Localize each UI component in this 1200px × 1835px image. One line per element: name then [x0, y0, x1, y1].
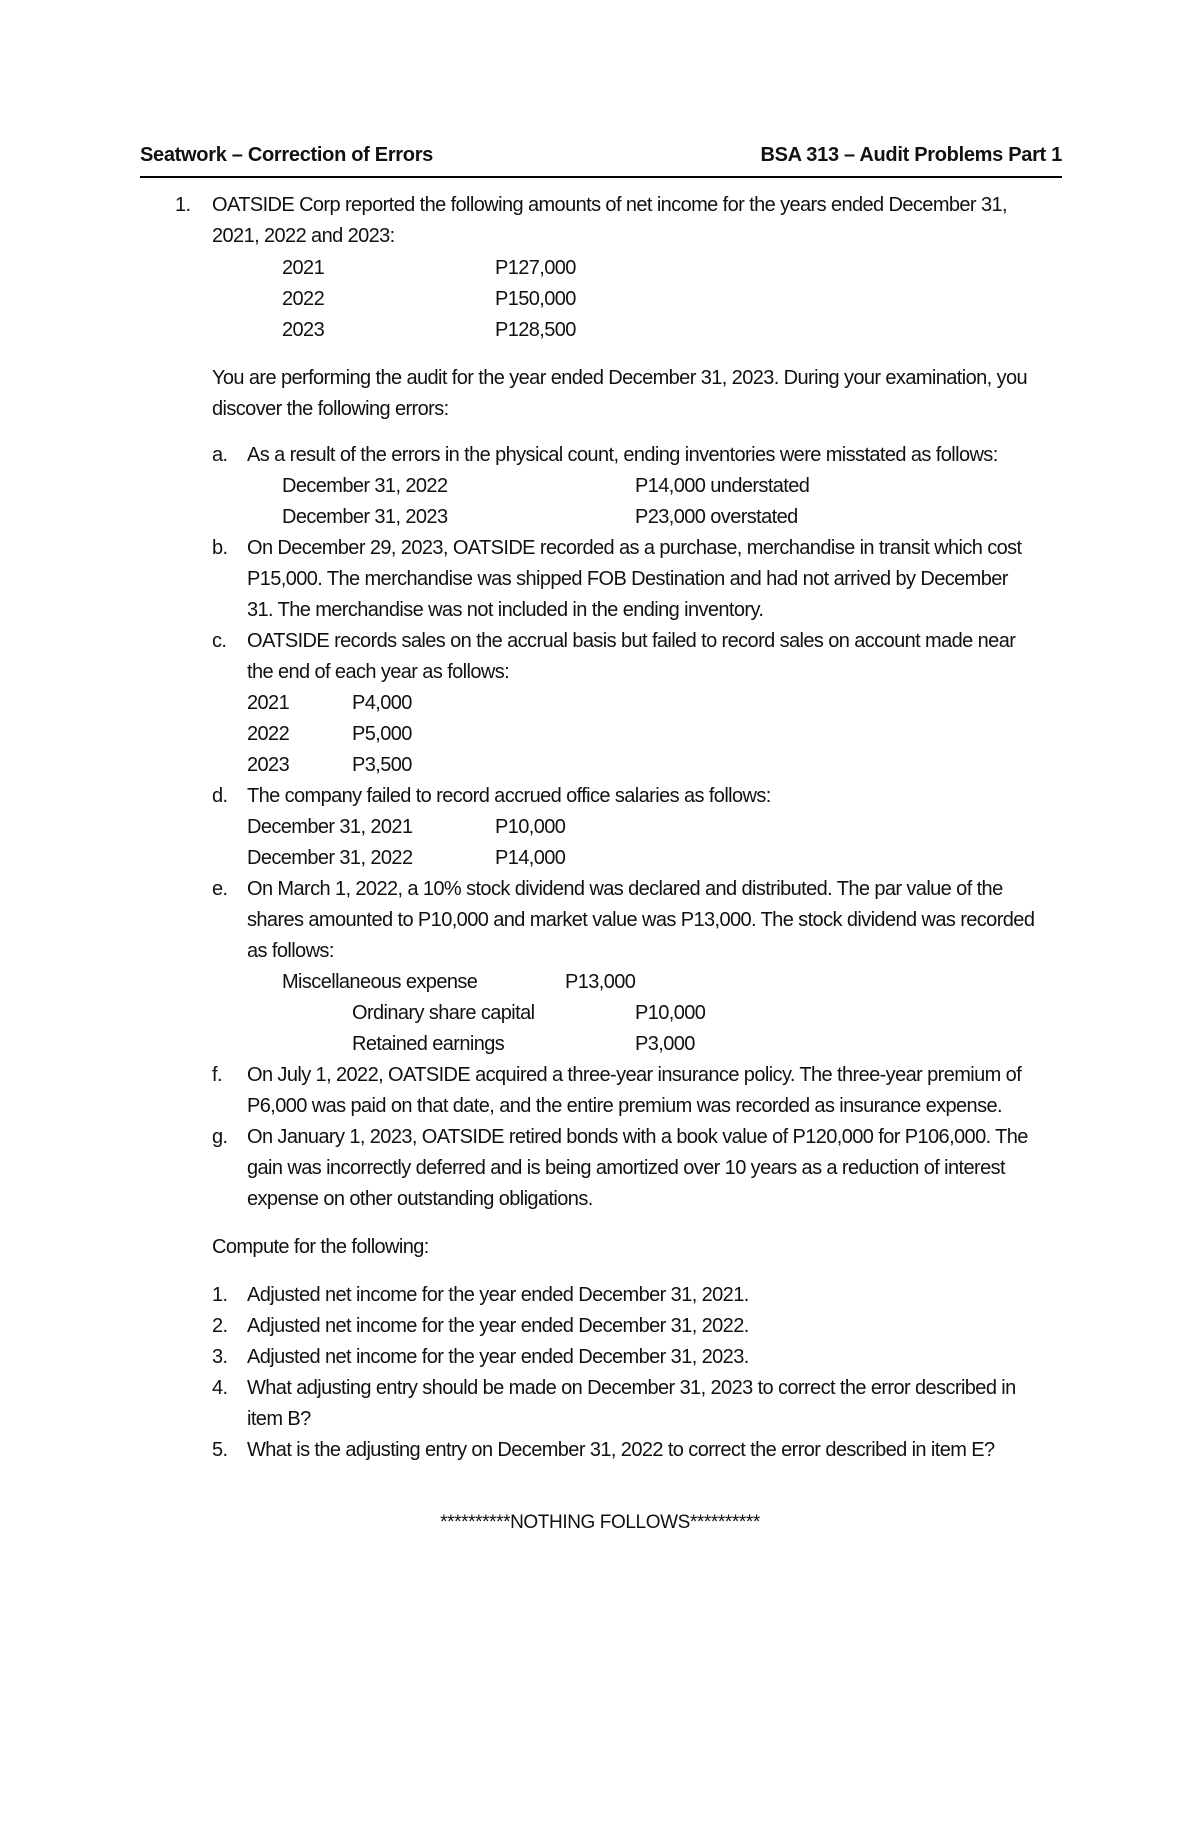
- net-income-amount: P150,000: [495, 288, 576, 310]
- problem-number: 1.: [175, 194, 191, 216]
- error-d-text: The company failed to record accrued office salaries as follows:: [247, 785, 771, 807]
- error-c-line: OATSIDE records sales on the accrual basis but failed to record sales on account made near: [247, 630, 1016, 652]
- question-text-continued: item B?: [247, 1408, 311, 1430]
- salary-date: December 31, 2021: [247, 816, 413, 838]
- entry-credit-account: Retained earnings: [352, 1033, 505, 1055]
- sales-year: 2022: [247, 723, 290, 745]
- header-title: Seatwork – Correction of Errors: [140, 144, 434, 166]
- error-c-line: the end of each year as follows:: [247, 661, 510, 683]
- net-income-amount: P127,000: [495, 257, 576, 279]
- question-text: What adjusting entry should be made on December 31, 2023 to correct the error described in: [247, 1377, 1016, 1399]
- inventory-misstatement: P23,000 overstated: [635, 506, 798, 528]
- question-number: 1.: [212, 1284, 228, 1306]
- net-income-amount: P128,500: [495, 319, 576, 341]
- salary-amount: P14,000: [495, 847, 566, 869]
- entry-credit-account: Ordinary share capital: [352, 1002, 535, 1024]
- error-e-line: On March 1, 2022, a 10% stock dividend was declared and distributed. The par value of the: [247, 878, 1003, 900]
- error-b-line: On December 29, 2023, OATSIDE recorded as a purchase, merchandise in transit which cost: [247, 537, 1022, 559]
- inventory-misstatement: P14,000 understated: [635, 475, 810, 497]
- question-text: Adjusted net income for the year ended December 31, 2023.: [247, 1346, 749, 1368]
- question-text: Adjusted net income for the year ended December 31, 2021.: [247, 1284, 749, 1306]
- net-income-year: 2023: [282, 319, 325, 341]
- error-letter: d.: [212, 785, 228, 807]
- inventory-date: December 31, 2022: [282, 475, 448, 497]
- error-letter: e.: [212, 878, 228, 900]
- inventory-date: December 31, 2023: [282, 506, 448, 528]
- error-e-line: as follows:: [247, 940, 334, 962]
- question-text: What is the adjusting entry on December 31, 2022 to correct the error described in item E?: [247, 1439, 995, 1461]
- salary-date: December 31, 2022: [247, 847, 413, 869]
- intro-line-1: OATSIDE Corp reported the following amounts of net income for the years ended December 31,: [212, 194, 1007, 216]
- entry-debit-account: Miscellaneous expense: [282, 971, 478, 993]
- question-number: 2.: [212, 1315, 228, 1337]
- net-income-year: 2021: [282, 257, 325, 279]
- sales-year: 2021: [247, 692, 290, 714]
- error-b-line: P15,000. The merchandise was shipped FOB Destination and had not arrived by December: [247, 568, 1008, 590]
- error-letter: g.: [212, 1126, 228, 1148]
- sales-year: 2023: [247, 754, 290, 776]
- error-a-text: As a result of the errors in the physical count, ending inventories were misstated as follows:: [247, 444, 998, 466]
- error-g-line: expense on other outstanding obligations.: [247, 1188, 593, 1210]
- error-b-line: 31. The merchandise was not included in the ending inventory.: [247, 599, 764, 621]
- audit-line-1: You are performing the audit for the year ended December 31, 2023. During your examination, you: [212, 367, 1028, 389]
- error-f-line: On July 1, 2022, OATSIDE acquired a three-year insurance policy. The three-year premium of: [247, 1064, 1022, 1086]
- error-letter: f.: [212, 1064, 222, 1086]
- entry-debit-amount: P13,000: [565, 971, 636, 993]
- error-letter: b.: [212, 537, 228, 559]
- sales-amount: P3,500: [352, 754, 412, 776]
- question-text: Adjusted net income for the year ended December 31, 2022.: [247, 1315, 749, 1337]
- question-number: 5.: [212, 1439, 228, 1461]
- error-g-line: gain was incorrectly deferred and is being amortized over 10 years as a reduction of interest: [247, 1157, 1005, 1179]
- nothing-follows: **********NOTHING FOLLOWS**********: [440, 1512, 760, 1533]
- sales-amount: P5,000: [352, 723, 412, 745]
- net-income-year: 2022: [282, 288, 325, 310]
- error-letter: a.: [212, 444, 228, 466]
- question-number: 3.: [212, 1346, 228, 1368]
- sales-amount: P4,000: [352, 692, 412, 714]
- page-header: [140, 140, 1062, 178]
- error-e-line: shares amounted to P10,000 and market value was P13,000. The stock dividend was recorded: [247, 909, 1035, 931]
- entry-credit-amount: P10,000: [635, 1002, 706, 1024]
- header-course: BSA 313 – Audit Problems Part 1: [760, 144, 1062, 166]
- question-number: 4.: [212, 1377, 228, 1399]
- compute-heading: Compute for the following:: [212, 1236, 429, 1258]
- audit-line-2: discover the following errors:: [212, 398, 449, 420]
- error-g-line: On January 1, 2023, OATSIDE retired bonds with a book value of P120,000 for P106,000. The: [247, 1126, 1028, 1148]
- entry-credit-amount: P3,000: [635, 1033, 695, 1055]
- salary-amount: P10,000: [495, 816, 566, 838]
- error-f-line: P6,000 was paid on that date, and the entire premium was recorded as insurance expense.: [247, 1095, 1002, 1117]
- intro-line-2: 2021, 2022 and 2023:: [212, 225, 395, 247]
- error-letter: c.: [212, 630, 227, 652]
